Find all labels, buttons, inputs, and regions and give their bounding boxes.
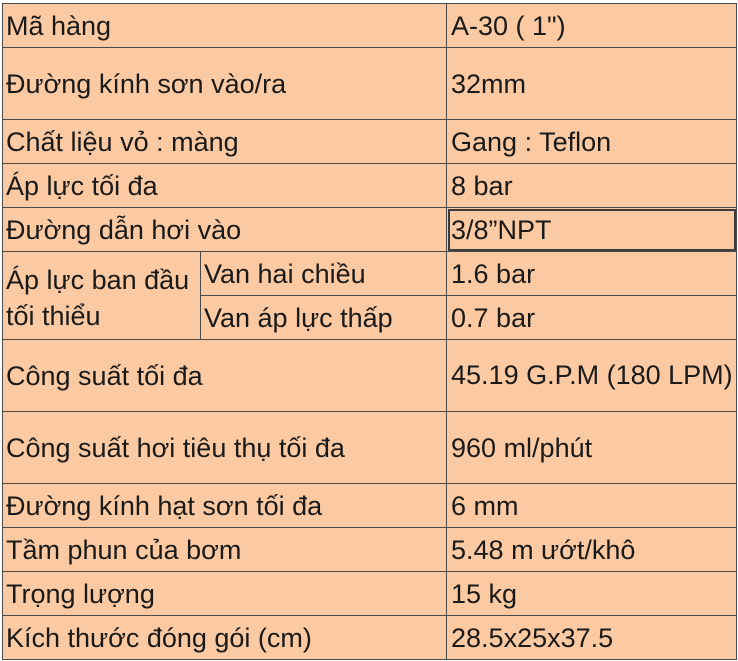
table-row <box>3 252 737 296</box>
row-label-tam-phun: Tầm phun của bơm <box>3 528 447 572</box>
table-row <box>3 528 737 572</box>
row-label-trong-luong: Trọng lượng <box>3 572 447 616</box>
row-value-ma-hang: A-30 ( 1") <box>447 4 737 48</box>
row-label-duong-kinh-hat: Đường kính hạt sơn tối đa <box>3 484 447 528</box>
row-value-chat-lieu: Gang : Teflon <box>447 120 737 164</box>
row-value-trong-luong: 15 kg <box>447 572 737 616</box>
row-value-duong-kinh-hat: 6 mm <box>447 484 737 528</box>
table-row <box>3 120 737 164</box>
table-row <box>3 164 737 208</box>
row-label-ap-luc-toi-da: Áp lực tối đa <box>3 164 447 208</box>
row-label-cong-suat-toi-da: Công suất tối đa <box>3 340 447 412</box>
table-row <box>3 484 737 528</box>
table-row <box>3 572 737 616</box>
table-row <box>3 412 737 484</box>
row-value-cong-suat-toi-da: 45.19 G.P.M (180 LPM) <box>447 340 737 412</box>
row-label-cong-suat-hoi: Công suất hơi tiêu thụ tối đa <box>3 412 447 484</box>
row-label-chat-lieu: Chất liệu vỏ : màng <box>3 120 447 164</box>
table-row <box>3 340 737 412</box>
spec-table <box>2 3 737 660</box>
sub-value-van-ap-luc-thap: 0.7 bar <box>447 296 737 340</box>
sub-label-van-ap-luc-thap: Van áp lực thấp <box>201 296 447 340</box>
row-value-ap-luc-toi-da: 8 bar <box>447 164 737 208</box>
table-row <box>3 208 737 252</box>
row-value-kich-thuoc: 28.5x25x37.5 <box>447 616 737 660</box>
row-label-ap-luc-ban-dau: Áp lực ban đầu tối thiểu <box>3 252 201 340</box>
sub-label-van-hai-chieu: Van hai chiều <box>201 252 447 296</box>
row-value-tam-phun: 5.48 m ướt/khô <box>447 528 737 572</box>
table-row <box>3 616 737 660</box>
row-label-kich-thuoc: Kích thước đóng gói (cm) <box>3 616 447 660</box>
sub-value-van-hai-chieu: 1.6 bar <box>447 252 737 296</box>
row-label-duong-dan-hoi: Đường dẫn hơi vào <box>3 208 447 252</box>
row-value-duong-kinh-son: 32mm <box>447 48 737 120</box>
row-value-cong-suat-hoi: 960 ml/phút <box>447 412 737 484</box>
row-label-ma-hang: Mã hàng <box>3 4 447 48</box>
table-row <box>3 4 737 48</box>
row-value-duong-dan-hoi: 3/8”NPT <box>447 208 737 252</box>
table-row <box>3 48 737 120</box>
row-label-duong-kinh-son: Đường kính sơn vào/ra <box>3 48 447 120</box>
